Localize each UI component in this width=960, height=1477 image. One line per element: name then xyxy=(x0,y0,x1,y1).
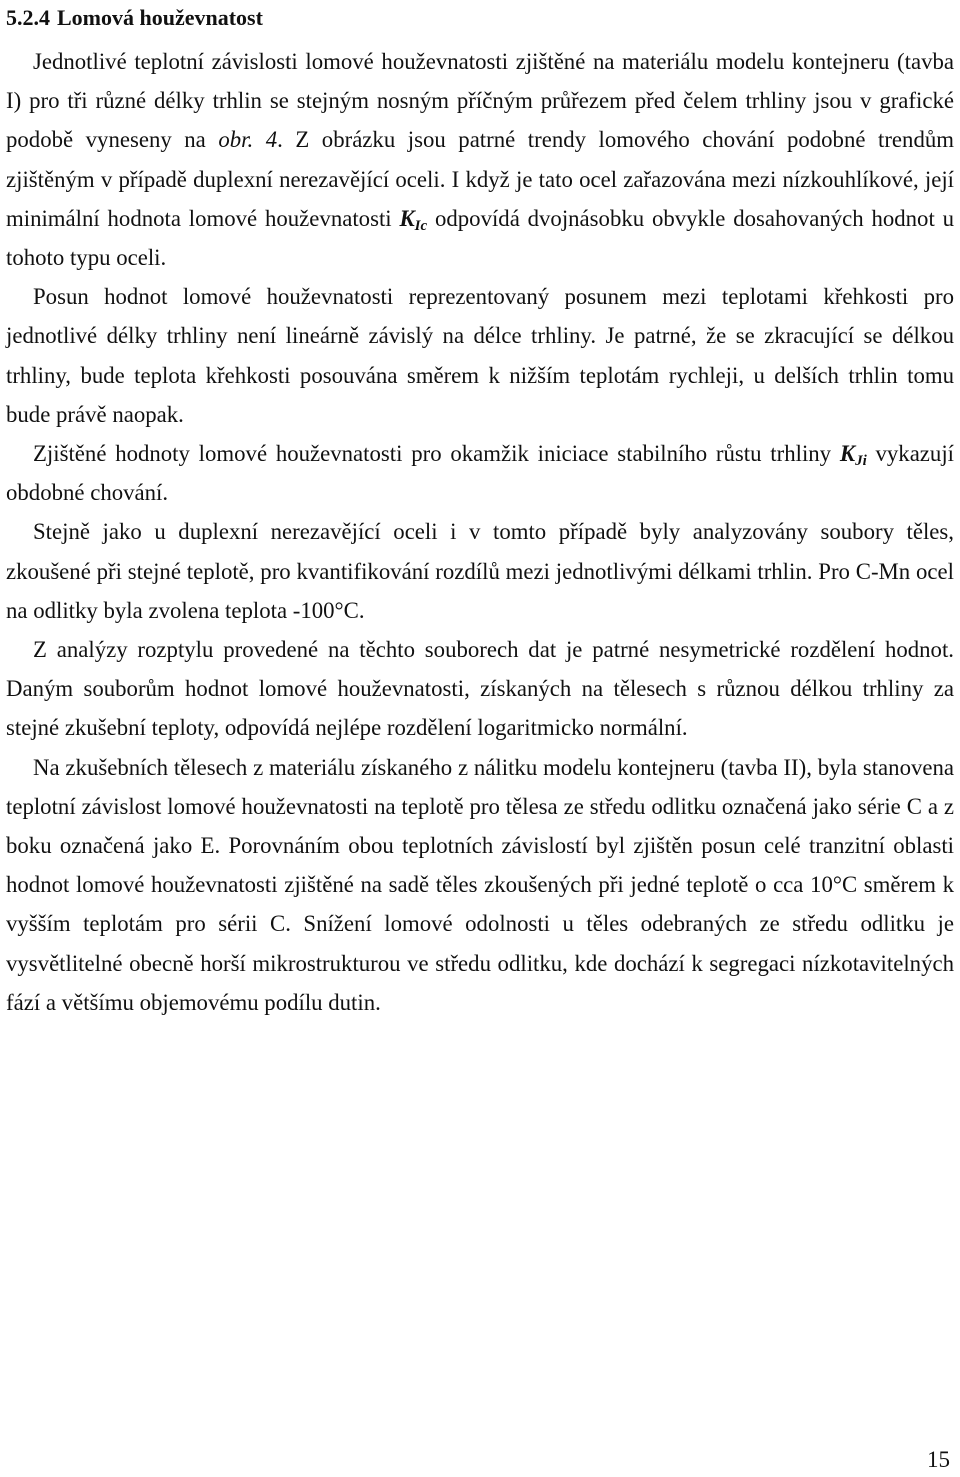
symbol-k: K xyxy=(399,205,415,231)
paragraph-3 xyxy=(6,434,954,512)
figure-reference-link[interactable]: obr. 4 xyxy=(218,127,278,153)
page-number: 15 xyxy=(927,1447,950,1472)
section-title: Lomová houževnatost xyxy=(57,5,263,30)
paragraph-1 xyxy=(6,42,954,277)
document-page xyxy=(6,0,954,1022)
section-number: 5.2.4 xyxy=(6,5,50,30)
paragraph-5: Z analýzy rozptylu provedené na těchto souborech dat je patrné nesymetrické rozdělení hodnot. Daným souborům hodnot lomové houževnatosti, získaných na tělesech s různou délkou trhliny za stejné zkušební teploty, odpovídá nejlépe rozdělení logaritmicko normální. xyxy=(6,637,954,741)
paragraph-3-text-a: Zjištěné hodnoty lomové houževnatosti pro okamžik iniciace stabilního růstu trhliny xyxy=(33,441,840,467)
paragraph-1-text-a: Jednotlivé teplotní závislosti lomové houževnatosti zjištěné na materiálu modelu kontejneru (tavba I) pro tři různé délky trhlin se stejným nosným příčným průřezem před čelem trhliny jsou v grafické podobě vyneseny na xyxy=(6,49,954,153)
paragraph-1-text-c: odpovídá dvojnásobku obvykle dosahovaných hodnot u tohoto typu oceli. xyxy=(6,205,954,271)
paragraph-3-text-b: vykazují obdobné chování. xyxy=(6,441,954,506)
paragraph-2: Posun hodnot lomové houževnatosti reprezentovaný posunem mezi teplotami křehkosti pro jednotlivé délky trhliny není lineárně závislý na délce trhliny. Je patrné, že se zkracující se délkou trhliny, bude teplota křehkosti posouvána směrem k nižším teplotám rychleji, u delších trhlin tomu bude právě naopak. xyxy=(6,284,954,427)
paragraph-4: Stejně jako u duplexní nerezavějící oceli i v tomto případě byly analyzovány soubory těles, zkoušené při stejné teplotě, pro kvantifikování rozdílů mezi jednotlivými délkami trhlin. Pro C-Mn ocel na odlitky byla zvolena teplota -100°C. xyxy=(6,519,954,623)
paragraph-1-text-b: . Z obrázku jsou patrné trendy lomového chování podobné trendům zjištěným v případě duplexní nerezavějící oceli. I když je tato ocel zařazována mezi nízkouhlíkové, její minimální hodnota lomové houževnatosti xyxy=(6,127,954,231)
paragraph-6: Na zkušebních tělesech z materiálu získaného z nálitku modelu kontejneru (tavba II), byla stanovena teplotní závislost lomové houževnatosti na teplotě pro tělesa ze středu odlitku označená jako série C a z boku označená jako E. Porovnáním obou teplotních závislostí byl zjištěn posun celé tranzitní oblasti hodnot lomové houževnatosti zjištěné na sadě těles zkoušených při jedné teplotě o cca 10°C směrem k vyšším teplotám pro sérii C. Snížení lomové odolnosti u těles odebraných ze středu odlitku je vysvětlitelné obecně horší mikrostrukturou ve středu odlitku, kde dochází k segregaci nízkotavitelných fází a většímu objemovému podílu dutin. xyxy=(6,754,954,1015)
symbol-subscript-ic: Ic xyxy=(414,217,428,234)
fracture-toughness-symbol-kji xyxy=(839,441,867,470)
fracture-toughness-symbol-kic xyxy=(399,205,428,234)
symbol-subscript-ji: Ji xyxy=(855,453,867,470)
section-heading xyxy=(6,6,954,34)
symbol-k: K xyxy=(839,441,856,467)
